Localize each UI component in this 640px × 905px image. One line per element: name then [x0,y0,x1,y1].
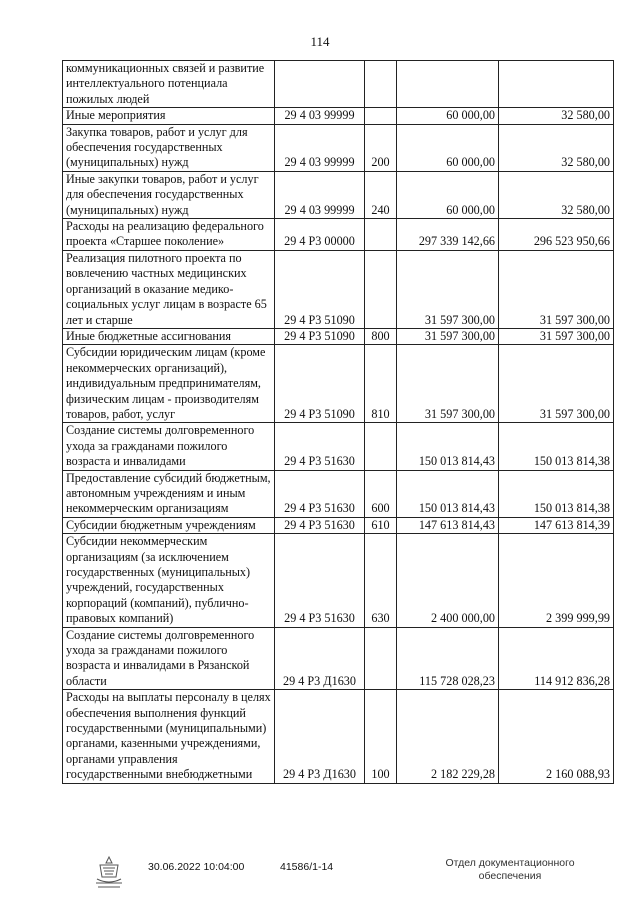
table-row [63,171,614,218]
row-actual-amount: 114 912 836,28 [499,627,614,690]
row-actual-amount: 2 160 088,93 [499,690,614,783]
budget-table [62,60,614,784]
table-row [63,61,614,108]
row-planned-amount: 297 339 142,66 [397,219,499,251]
row-name: Создание системы долговременного ухода за гражданами пожилого возраста и инвалидами в Рязанской области [63,627,275,690]
row-expense-type: 610 [365,517,397,533]
table-row [63,219,614,251]
row-name: Реализация пилотного проекта по вовлечению частных медицинских организаций в оказание медико-социальных услуг лицам в возрасте 65 лет и старше [63,250,275,328]
row-code [275,61,365,108]
table-row [63,328,614,344]
table-row [63,627,614,690]
row-expense-type [365,219,397,251]
table-row [63,470,614,517]
row-code: 29 4 P3 51630 [275,517,365,533]
row-planned-amount: 150 013 814,43 [397,470,499,517]
row-code: 29 4 03 99999 [275,171,365,218]
row-expense-type [365,250,397,328]
table-row [63,690,614,783]
row-planned-amount: 60 000,00 [397,171,499,218]
page-number: 114 [310,34,330,49]
row-expense-type [365,627,397,690]
row-code: 29 4 03 99999 [275,124,365,171]
row-planned-amount: 2 400 000,00 [397,534,499,627]
row-code: 29 4 P3 51090 [275,345,365,423]
row-planned-amount: 31 597 300,00 [397,328,499,344]
row-code: 29 4 P3 00000 [275,219,365,251]
row-planned-amount: 147 613 814,43 [397,517,499,533]
row-expense-type: 200 [365,124,397,171]
row-name: Субсидии юридическим лицам (кроме некоммерческих организаций), индивидуальным предпринимателям, физическим лицам - производителям товаров, работ, услуг [63,345,275,423]
row-code: 29 4 P3 51630 [275,423,365,470]
stamp-datetime: 30.06.2022 10:04:00 [148,861,245,873]
row-actual-amount: 31 597 300,00 [499,345,614,423]
row-expense-type [365,423,397,470]
document-footer [0,855,640,895]
row-planned-amount: 2 182 229,28 [397,690,499,783]
row-actual-amount: 147 613 814,39 [499,517,614,533]
coat-of-arms-icon [92,855,126,891]
row-name: Субсидии бюджетным учреждениям [63,517,275,533]
row-expense-type: 240 [365,171,397,218]
row-expense-type [365,108,397,124]
row-name: Иные закупки товаров, работ и услуг для обеспечения государственных (муниципальных) нужд [63,171,275,218]
table-row [63,108,614,124]
row-code: 29 4 P3 51630 [275,534,365,627]
row-name: Расходы на выплаты персоналу в целях обеспечения выполнения функций государственными (муниципальными) органами, казенными учреждениями, органами управления государственными внебюджетными [63,690,275,783]
row-expense-type: 100 [365,690,397,783]
row-code: 29 4 03 99999 [275,108,365,124]
row-expense-type: 810 [365,345,397,423]
row-actual-amount: 32 580,00 [499,124,614,171]
row-planned-amount [397,61,499,108]
row-actual-amount: 150 013 814,38 [499,423,614,470]
row-code: 29 4 P3 51090 [275,328,365,344]
budget-table-body [63,61,614,784]
row-expense-type: 800 [365,328,397,344]
row-actual-amount: 32 580,00 [499,108,614,124]
stamp-doc-number: 41586/1-14 [280,861,334,873]
row-actual-amount: 2 399 999,99 [499,534,614,627]
row-planned-amount: 150 013 814,43 [397,423,499,470]
row-name: Иные бюджетные ассигнования [63,328,275,344]
row-actual-amount: 31 597 300,00 [499,250,614,328]
row-planned-amount: 31 597 300,00 [397,250,499,328]
row-actual-amount: 296 523 950,66 [499,219,614,251]
row-planned-amount: 60 000,00 [397,124,499,171]
row-actual-amount: 32 580,00 [499,171,614,218]
row-name: Субсидии некоммерческим организациям (за исключением государственных (муниципальных) учреждений, государственных корпораций (компаний), публично-правовых компаний) [63,534,275,627]
table-row [63,517,614,533]
row-actual-amount: 150 013 814,38 [499,470,614,517]
table-row [63,345,614,423]
table-row [63,534,614,627]
table-row [63,250,614,328]
row-code: 29 4 P3 Д1630 [275,690,365,783]
row-actual-amount: 31 597 300,00 [499,328,614,344]
row-name: Предоставление субсидий бюджетным, автономным учреждениям и иным некоммерческим организациям [63,470,275,517]
row-actual-amount [499,61,614,108]
stamp-department: Отдел документационного обеспечения [445,857,575,882]
row-code: 29 4 P3 51090 [275,250,365,328]
row-planned-amount: 31 597 300,00 [397,345,499,423]
row-name: Создание системы долговременного ухода за гражданами пожилого возраста и инвалидами [63,423,275,470]
row-code: 29 4 P3 Д1630 [275,627,365,690]
row-name: Расходы на реализацию федерального проекта «Старшее поколение» [63,219,275,251]
row-code: 29 4 P3 51630 [275,470,365,517]
row-planned-amount: 115 728 028,23 [397,627,499,690]
row-name: Закупка товаров, работ и услуг для обеспечения государственных (муниципальных) нужд [63,124,275,171]
row-expense-type: 630 [365,534,397,627]
row-expense-type: 600 [365,470,397,517]
row-name: Иные мероприятия [63,108,275,124]
table-row [63,124,614,171]
row-expense-type [365,61,397,108]
table-row [63,423,614,470]
row-name: коммуникационных связей и развитие интеллектуального потенциала пожилых людей [63,61,275,108]
row-planned-amount: 60 000,00 [397,108,499,124]
